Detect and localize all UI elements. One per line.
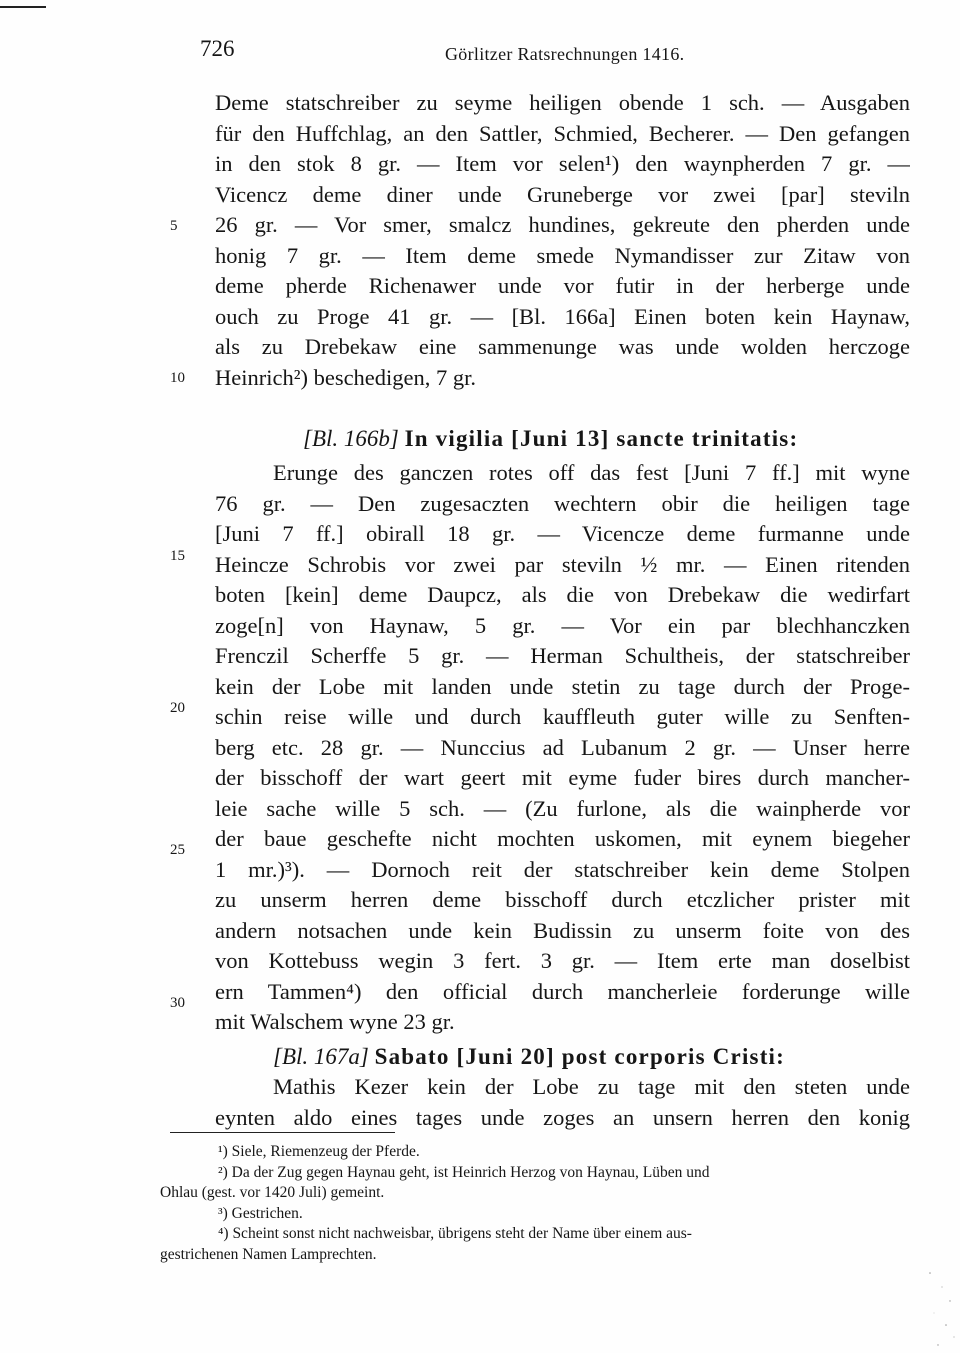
text-line: [Juni 7 ff.] obirall 18 gr. — Vicencze deme furmanne unde <box>215 521 910 546</box>
text-line: zoge[n] von Haynaw, 5 gr. — Vor ein par blechhanczken <box>215 612 910 638</box>
text-line: der bisschoff der wart geert mit eyme fuder bires durch mancher- <box>215 765 910 790</box>
text-line: Erunge des ganczen rotes off das fest [Juni 7 ff.] mit wyne <box>273 460 910 485</box>
text-line: der baue geschefte nicht mochten uskomen, mit eynem biegeher <box>215 826 910 851</box>
folio-reference: [Bl. 167a] <box>273 1044 369 1069</box>
text-block-2 <box>215 458 910 1038</box>
text-line: andern notsachen unde kein Budissin zu unserm foite von des <box>215 917 910 943</box>
line-number: 25 <box>170 842 185 858</box>
text-line: leie sache wille 5 sch. — (Zu furlone, als die wainpherde vor <box>215 795 910 821</box>
line-number: 15 <box>170 548 185 564</box>
footnote-rule <box>170 1132 395 1133</box>
folio-reference: [Bl. 166b] <box>303 426 399 451</box>
text-line: Heincze Schrobis vor zwei par steviln ½ mr. — Einen ritenden <box>215 551 910 577</box>
text-line: kein der Lobe mit landen unde stetin zu tage durch der Proge- <box>215 673 910 699</box>
scan-corner-mark <box>0 6 46 8</box>
footnote: ⁴) Scheint sonst nicht nachweisbar, übrigens steht der Name über einem aus- <box>218 1225 692 1242</box>
footnote: ²) Da der Zug gegen Haynau geht, ist Heinrich Herzog von Haynau, Lüben und <box>218 1163 710 1181</box>
text-line: als zu Drebekaw eine sammenunge was unde wolden herczoge <box>215 334 910 359</box>
text-line: deme pherde Richenawer unde vor futir in der herberge unde <box>215 273 910 298</box>
section-title: In vigilia [Juni 13] sancte trinitatis: <box>404 426 799 451</box>
scan-noise <box>920 1253 960 1353</box>
text-line: in den stok 8 gr. — Item vor selen¹) den waynpherden 7 gr. — <box>215 151 910 176</box>
text-block-1 <box>215 88 910 393</box>
text-line: eynten aldo eines tages unde zoges an unsern herren den konig <box>215 1104 910 1130</box>
text-line: Heinrich²) beschedigen, 7 gr. <box>215 364 477 390</box>
line-number: 10 <box>170 370 185 386</box>
text-line: Frenczil Scherffe 5 gr. — Herman Schultheis, der statschreiber <box>215 643 910 668</box>
running-title: Görlitzer Ratsrechnungen 1416. <box>445 44 685 64</box>
page-header <box>0 36 960 76</box>
text-line: schin reise wille und durch kauffleuth guter wille zu Senften- <box>215 704 910 729</box>
section-title: Sabato [Juni 20] post corporis Cristi: <box>374 1044 786 1069</box>
text-line: zu unserm herren deme bisschoff durch etczlicher prister mit <box>215 887 910 912</box>
footnotes <box>160 1142 900 1265</box>
footnote-continuation: Ohlau (gest. vor 1420 Juli) gemeint. <box>160 1184 385 1201</box>
text-line: Vicencz deme diner unde Gruneberge vor zwei [par] steviln <box>215 181 910 207</box>
text-line: 26 gr. — Vor smer, smalcz hundines, gekreute den pherden unde <box>215 212 910 237</box>
text-line: für den Huffchlag, an den Sattler, Schmied, Becherer. — Den gefangen <box>215 120 910 146</box>
footnote: ³) Gestrichen. <box>218 1204 303 1222</box>
section-heading-2 <box>215 1044 910 1070</box>
footnote: ¹) Siele, Riemenzeug der Pferde. <box>218 1143 420 1160</box>
section-heading-1 <box>215 426 910 452</box>
text-line: ern Tammen⁴) den official durch mancherleie forderunge wille <box>215 978 910 1004</box>
footnote-continuation: gestrichenen Namen Lamprechten. <box>160 1245 377 1263</box>
text-line: 76 gr. — Den zugesaczten wechtern obir die heiligen tage <box>215 490 910 516</box>
text-block-3 <box>215 1072 910 1133</box>
text-line: ouch zu Proge 41 gr. — [Bl. 166a] Einen boten kein Haynaw, <box>215 303 910 329</box>
line-number: 5 <box>170 218 178 234</box>
page-number: 726 <box>200 36 235 61</box>
text-line: boten [kein] deme Daupcz, als die von Drebekaw die wedirfart <box>215 582 910 607</box>
text-line: Deme statschreiber zu seyme heiligen obende 1 sch. — Ausgaben <box>215 90 910 115</box>
text-line: honig 7 gr. — Item deme smede Nymandisser zur Zitaw von <box>215 242 910 268</box>
text-line: berg etc. 28 gr. — Nunccius ad Lubanum 2 gr. — Unser herre <box>215 734 910 760</box>
text-line: mit Walschem wyne 23 gr. <box>215 1009 455 1034</box>
text-line: von Kottebuss wegin 3 fert. 3 gr. — Item erte man doselbist <box>215 948 910 973</box>
line-number: 20 <box>170 700 185 716</box>
text-line: Mathis Kezer kein der Lobe zu tage mit den steten unde <box>273 1074 910 1099</box>
text-line: 1 mr.)³). — Dornoch reit der statschreiber kein deme Stolpen <box>215 856 910 882</box>
line-number: 30 <box>170 995 185 1011</box>
